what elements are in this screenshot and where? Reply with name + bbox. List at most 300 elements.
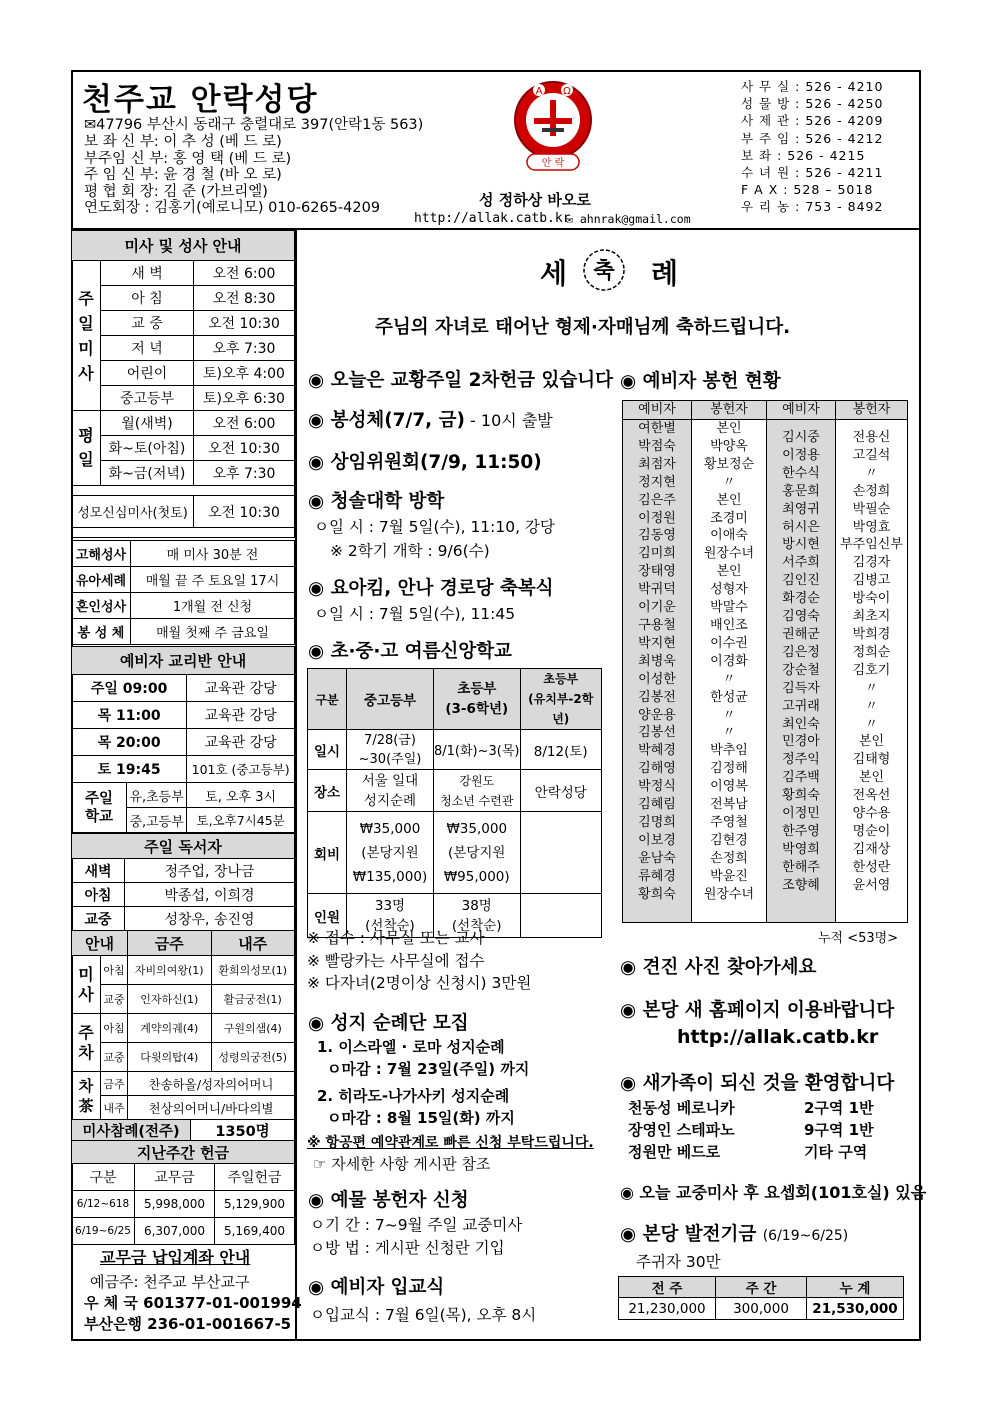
pilgrimage-deadline: ㅇ마감 : 7월 23일(주일) 까지: [327, 1060, 530, 1078]
sponsor-name: 박윤진: [710, 868, 748, 884]
summer-cell: [520, 894, 602, 938]
catechumen-heading: 예비자 교리반 안내: [72, 647, 295, 675]
catechumen-offering-title: ◉ 예비자 봉헌 현황: [620, 371, 781, 392]
homepage-link[interactable]: http://allak.catb.kr: [414, 211, 571, 226]
notice-detail: ※ 2학기 개학 : 9/6(수): [330, 542, 490, 560]
staff-line: 보 좌 신 부: 이 추 성 (베 드 로): [84, 134, 282, 150]
catechumen-name: 박정식: [638, 779, 676, 795]
offering-table: [71, 1140, 295, 1245]
spacer: [72, 528, 295, 538]
catechumen-name: 윤남숙: [638, 850, 676, 866]
mass-name: 화~토(아침): [101, 436, 194, 461]
mass-time: 오전 8:30: [194, 286, 295, 311]
welcome-row: 장영인 스테파노 9구역 1반: [628, 1121, 874, 1139]
sponsor-name: 고길석: [852, 447, 891, 463]
catechumen-offering-table: [622, 400, 908, 923]
music-this-week: 인자하신(1): [128, 985, 212, 1014]
class-time: 목 11:00: [72, 702, 187, 729]
sponsor-name: 최초지: [852, 609, 891, 625]
baptism-message: 주님의 자녀로 태어난 형제·자매님께 축하드립니다.: [375, 317, 791, 338]
summer-cell: 8/12(토): [520, 730, 602, 770]
sacrament-value: 매월 첫째 주 금요일: [131, 619, 295, 645]
sponsor-name: 성형자: [710, 582, 748, 598]
sponsor-name: 박양옥: [710, 438, 748, 454]
baptism-title-right: 례: [651, 257, 679, 290]
catechumen-name: 김미희: [638, 546, 676, 562]
spacer: [72, 486, 295, 496]
offering-period: 6/19~6/25: [72, 1218, 135, 1245]
catechumen-names-col: [623, 420, 692, 923]
offering-heading: 지난주간 헌금: [72, 1141, 295, 1164]
catechumen-name: 최병욱: [638, 653, 676, 669]
staff-line: 부주임 신 부: 홍 영 택 (베 드 로): [84, 150, 292, 167]
summer-cell: 8/1(화)~3(목): [434, 730, 521, 770]
admission-line: ㅇ입교식 : 7월 6일(목), 오후 8시: [310, 1306, 537, 1324]
catechumen-name: 김영숙: [782, 609, 820, 625]
catechumen-name: 강순철: [782, 662, 820, 678]
sponsor-name: 이수권: [710, 635, 748, 651]
catechumen-name: 이정원: [638, 510, 676, 526]
sacrament-name: 고해성사: [72, 541, 131, 567]
gift-line: ㅇ기 간 : 7~9월 주일 교중미사: [310, 1216, 523, 1234]
fund-donor: 주귀자 30만: [636, 1253, 721, 1271]
contact-line: 부 주 임 : 526 - 4212: [741, 130, 884, 146]
mass-time: 오전 6:00: [194, 411, 295, 436]
mass-name: 화~금(저녁): [101, 461, 194, 486]
sponsor-name: 방숙이: [852, 591, 891, 607]
contact-line: 수 녀 원 : 526 - 4211: [741, 165, 884, 181]
sponsor-name: 황보정순: [703, 456, 755, 472]
fund-title: ◉ 본당 발전기금 (6/19~6/25): [620, 1224, 849, 1245]
catechumen-name: 구용철: [638, 617, 676, 633]
school-group: 중,고등부: [127, 808, 187, 833]
sponsor-name: 박말수: [710, 600, 748, 616]
catechumen-name: 황희숙: [782, 788, 820, 804]
catechumen-name: 김봉선: [638, 725, 676, 741]
catechumen-name: 김시중: [782, 430, 820, 445]
mass-time: 오전 10:30: [194, 496, 295, 528]
offering-dues: 6,307,000: [135, 1218, 215, 1245]
summer-cell: ₩35,000 (본당지원 ₩95,000): [434, 812, 521, 894]
tea-week: 내주: [101, 1096, 128, 1120]
reader-names: 박종섭, 이희경: [125, 883, 295, 907]
offering-col-header: 예비자: [767, 401, 836, 420]
offering-sunday: 5,129,900: [215, 1191, 295, 1218]
summer-cell: 안락성당: [520, 770, 602, 812]
sponsor-name: 한성균: [710, 689, 748, 705]
sponsor-name: 한성란: [852, 859, 891, 875]
pilgrimage-list: [317, 1036, 529, 1129]
fund-header: 전 주: [619, 1277, 716, 1298]
catechumen-name: 한수식: [782, 465, 820, 481]
sponsor-name: 전복남: [710, 797, 748, 813]
summer-cell: ₩35,000 (본당지원 ₩135,000): [347, 812, 434, 894]
catechumen-name: 박영희: [782, 841, 820, 857]
mass-time: 토)오후 4:00: [194, 361, 295, 386]
catechumen-name: 여한별: [638, 421, 676, 436]
summer-cell: 7/28(금) ~30(주일): [347, 730, 434, 770]
music-mass: 교중: [101, 985, 128, 1014]
catechumen-class-table: [71, 646, 295, 833]
contact-line: F A X : 528 – 5018: [741, 182, 874, 198]
catechumen-name: 양운용: [638, 707, 676, 723]
sponsor-names-col: [836, 420, 908, 923]
notice-item: ◉ 초·중·고 여름신앙학교: [308, 641, 512, 662]
celebration-wreath-icon: [581, 247, 627, 293]
staff-list: [84, 134, 380, 217]
pilgrimage-deadline: ㅇ마감 : 8월 15일(화) 까지: [327, 1109, 515, 1127]
catechumen-name: 방시현: [782, 537, 820, 553]
sponsor-name: 전옥선: [852, 788, 891, 804]
tea-week: 금주: [101, 1072, 128, 1096]
sponsor-name: 정희순: [852, 644, 891, 660]
catechumen-name: 김동영: [638, 528, 676, 544]
sponsor-name: 김현경: [710, 832, 748, 848]
svg-text:Ω: Ω: [563, 86, 571, 97]
mass-name: 어린이: [101, 361, 194, 386]
sponsor-name: 〃: [722, 707, 736, 723]
offering-sunday: 5,169,400: [215, 1218, 295, 1245]
mass-heading: 미사 및 성사 안내: [72, 231, 295, 261]
music-group-label: 주 차: [72, 1014, 101, 1072]
offering-col-header: 봉헌자: [692, 401, 767, 420]
catechumen-name: 권해군: [782, 626, 820, 642]
fund-table: [618, 1276, 904, 1320]
reader-names: 정주업, 장나금: [125, 859, 295, 883]
catechumen-name: 화경순: [782, 591, 820, 607]
gift-line: ㅇ방 법 : 게시판 신청란 기입: [310, 1239, 505, 1257]
class-place: 교육관 강당: [187, 702, 295, 729]
sponsor-name: 주영철: [710, 814, 748, 830]
readers-table: [71, 833, 295, 931]
catechumen-name: 조향혜: [782, 877, 820, 893]
mass-time: 오후 7:30: [194, 336, 295, 361]
class-place: 교육관 강당: [187, 675, 295, 702]
staff-line: 연도회장 : 김홍기(예로니모) 010-6265-4209: [84, 200, 381, 216]
contact-line: 사 제 관 : 526 - 4209: [741, 113, 884, 129]
catechumen-name: 김은정: [782, 644, 820, 660]
fund-value: 21,530,000: [807, 1298, 904, 1320]
staff-line: 주 임 신 부: 윤 경 철 (바 오 로): [84, 167, 282, 183]
sponsor-name: 전용신: [852, 430, 891, 445]
catechumen-name: 고귀래: [782, 698, 820, 714]
class-time: 주일 09:00: [72, 675, 187, 702]
weekday-mass-label: 평 일: [72, 411, 101, 486]
mass-time: 오후 7:30: [194, 461, 295, 486]
sponsor-names-col: [692, 420, 767, 923]
sponsor-name: 본인: [716, 492, 742, 508]
mass-name: 새 벽: [101, 261, 194, 286]
sponsor-name: 김재상: [852, 841, 891, 857]
catechumen-name: 홍문희: [782, 483, 820, 499]
gift-lines: [310, 1214, 522, 1260]
class-place: 101호 (중고등부): [187, 756, 295, 783]
sponsor-name: 〃: [864, 698, 878, 714]
music-this-week: 계약의궤(4): [128, 1014, 212, 1043]
music-mass: 교중: [101, 1043, 128, 1072]
catechumen-name: 김주백: [782, 770, 820, 786]
catechumen-name: 최영귀: [782, 501, 820, 517]
account-number: 부산은행 236-01-001667-5: [84, 1315, 292, 1333]
attendance-value: 1350명: [191, 1120, 295, 1142]
reader-mass: 아침: [72, 883, 125, 907]
sacrament-value: 매 미사 30분 전: [131, 541, 295, 567]
summer-header: 구분: [308, 669, 347, 730]
catechumen-name: 정주익: [782, 752, 820, 768]
offering-dues: 5,998,000: [135, 1191, 215, 1218]
gift-title: ◉ 예물 봉헌자 신청: [308, 1190, 469, 1211]
sponsor-name: 본인: [716, 421, 742, 436]
sponsor-name: 이경화: [710, 653, 748, 669]
sunday-school-label: 주일 학교: [72, 783, 127, 833]
sponsor-name: 〃: [722, 725, 736, 741]
catechumen-name: 서주희: [782, 555, 820, 571]
sponsor-name: 윤서영: [852, 877, 891, 893]
sponsor-name: 박추임: [710, 743, 748, 759]
catechumen-names-col: [767, 420, 836, 923]
sponsor-name: 손정희: [710, 850, 748, 866]
sponsor-name: 본인: [858, 770, 885, 786]
music-header: 내주: [211, 931, 295, 956]
catechumen-name: 김인진: [782, 573, 820, 589]
logo-text: 안 락: [541, 158, 565, 169]
sponsor-name: 본인: [716, 564, 742, 580]
account-number: 우 체 국 601377-01-001994: [84, 1294, 302, 1312]
catechumen-name: 이정민: [782, 806, 820, 822]
mass-time: 오전 6:00: [194, 261, 295, 286]
reader-mass: 교중: [72, 907, 125, 931]
joseph-notice: ◉ 오늘 교중미사 후 요셉회(101호실) 있음: [620, 1183, 927, 1202]
sacrament-value: 매월 끝 주 토요일 17시: [131, 567, 295, 593]
mass-name: 저 녁: [101, 336, 194, 361]
pilgrimage-note: ※ 항공편 예약관계로 빠른 신청 부탁드립니다.: [307, 1135, 594, 1151]
fund-header: 주 간: [716, 1277, 807, 1298]
catechumen-name: 김명희: [638, 814, 676, 830]
sponsor-name: 명순이: [852, 823, 891, 839]
pilgrimage-note: ☞ 자세한 사항 게시판 참조: [313, 1155, 491, 1173]
admission-title: ◉ 예비자 입교식: [308, 1277, 445, 1298]
catechumen-name: 박지현: [638, 635, 676, 651]
readers-heading: 주일 독서자: [72, 834, 295, 859]
catechumen-name: 김봉전: [638, 689, 676, 705]
sponsor-name: 원장수녀: [703, 886, 755, 902]
sponsor-name: 박영효: [852, 519, 891, 535]
catechumen-name: 최인숙: [782, 716, 820, 732]
music-group-label: 미 사: [72, 956, 101, 1014]
music-this-week: 자비의여왕(1): [128, 956, 212, 985]
account-holder: 예금주: 천주교 부산교구: [90, 1273, 250, 1291]
summer-row-label: 장소: [308, 770, 347, 812]
welcome-row: 천동성 베로니카 2구역 1반: [628, 1099, 874, 1117]
school-time: 토, 오후 3시: [187, 783, 295, 808]
offering-header: 구분: [72, 1164, 135, 1191]
pilgrimage-name: 1. 이스라엘 · 로마 성지순례: [317, 1038, 505, 1056]
catechumen-name: 한주영: [782, 823, 820, 839]
music-table: [71, 930, 295, 1120]
catechumen-name: 김혜림: [638, 797, 676, 813]
catechumen-name: 허시은: [782, 519, 820, 535]
offering-period: 6/12~618: [72, 1191, 135, 1218]
summer-cell: 33명 (선착순): [347, 894, 434, 938]
catechumen-name: 이정용: [782, 447, 820, 463]
sponsor-name: 배인조: [710, 617, 748, 633]
catechumen-name: 한해주: [782, 859, 820, 875]
sponsor-name: 박필순: [852, 501, 891, 517]
sponsor-name: 부주임신부: [840, 537, 903, 553]
sponsor-name: 〃: [864, 716, 878, 732]
catechumen-name: 김해영: [638, 761, 676, 777]
school-time: 토,오후7시45분: [187, 808, 295, 833]
summer-row-label: 회비: [308, 812, 347, 894]
church-title: 천주교 안락성당: [82, 82, 319, 118]
sponsor-name: 원장수녀: [703, 546, 755, 562]
summer-cell: 38명 (선착순): [434, 894, 521, 938]
reader-mass: 새벽: [72, 859, 125, 883]
pilgrimage-name: 2. 히라도-나가사키 성지순례: [317, 1087, 510, 1105]
sacrament-name: 봉 성 체: [72, 619, 131, 645]
sponsor-name: 양수용: [852, 806, 891, 822]
account-heading: 교무금 납입계좌 안내: [100, 1248, 251, 1267]
catechumen-name: 민경아: [782, 734, 820, 750]
summer-row-label: 일시: [308, 730, 347, 770]
mass-name: 교 중: [101, 311, 194, 336]
contact-line: 성 물 방 : 526 - 4250: [741, 96, 884, 112]
pilgrimage-title: ◉ 성지 순례단 모집: [308, 1013, 469, 1034]
summer-header: 초등부 (유치부-2학년): [520, 669, 602, 730]
catechumen-name: 박점숙: [638, 438, 676, 454]
music-next-week: 구원의샘(4): [211, 1014, 295, 1043]
sponsor-name: 김경자: [852, 555, 891, 571]
notice-item: ◉ 청솔대학 방학: [308, 491, 445, 512]
sponsor-name: 손정희: [852, 483, 891, 499]
catechumen-name: 류혜경: [638, 868, 676, 884]
sponsor-name: 박희경: [852, 626, 891, 642]
music-header: 금주: [128, 931, 212, 956]
sponsor-name: 본인: [858, 734, 885, 750]
catechumen-name: 김은주: [638, 492, 676, 508]
tea-text: 찬송하올/성자의어머니: [128, 1072, 295, 1096]
notice-item: ◉ 오늘은 교황주일 2차헌금 있습니다: [308, 370, 613, 391]
sponsor-name: 김호기: [852, 662, 891, 678]
church-logo: [509, 72, 597, 180]
catechumen-name: 최점자: [638, 456, 676, 472]
notice-item: ◉ 상임위원회(7/9, 11:50): [308, 452, 542, 473]
catechumen-name: 장태영: [638, 564, 676, 580]
reader-names: 성창우, 송진영: [125, 907, 295, 931]
school-group: 유,초등부: [127, 783, 187, 808]
sponsor-name: 김태형: [852, 752, 891, 768]
music-mass: 아침: [101, 956, 128, 985]
column-divider: [295, 230, 297, 1341]
mass-name: 중고등부: [101, 386, 194, 411]
summer-header: 초등부 (3-6학년): [434, 669, 521, 730]
catechumen-name: 이기운: [638, 600, 676, 616]
offering-col-header: 예비자: [623, 401, 692, 420]
catechumen-name: 박귀덕: [638, 582, 676, 598]
sponsor-name: 〃: [722, 474, 736, 490]
svg-text:A: A: [535, 86, 543, 97]
sacrament-value: 1개월 전 신청: [131, 593, 295, 619]
sacrament-name: 유아세례: [72, 567, 131, 593]
summer-note: ※ 다자녀(2명이상 신청시) 3만원: [307, 974, 532, 992]
music-next-week: 활금궁전(1): [211, 985, 295, 1014]
music-this-week: 다윗의탑(4): [128, 1043, 212, 1072]
sponsor-name: 김정해: [710, 761, 748, 777]
email-link[interactable]: ✉ ahnrak@gmail.com: [566, 212, 691, 226]
sponsor-name: 〃: [864, 680, 878, 696]
sacraments-table: [71, 540, 295, 645]
tea-group-label: 차 茶: [72, 1072, 101, 1120]
music-mass: 아침: [101, 1014, 128, 1043]
attendance-label: 미사참례(전주): [72, 1120, 191, 1142]
baptism-title-left: 세: [540, 257, 568, 290]
patron-name: 성 정하상 바오로: [479, 191, 591, 209]
contact-line: 우 리 농 : 753 - 8492: [741, 199, 884, 215]
sponsor-name: 조경미: [710, 510, 748, 526]
contact-line: 보 좌 : 526 - 4215: [741, 147, 866, 163]
notice-item: ◉ 봉성체(7/7, 금) - 10시 출발: [308, 410, 553, 431]
sponsor-name: 〃: [864, 465, 878, 481]
contact-line: 사 무 실 : 526 - 4210: [741, 79, 884, 94]
mass-time: 오전 10:30: [194, 436, 295, 461]
mass-name: 월(새벽): [101, 411, 194, 436]
catechumen-name: 이성한: [638, 671, 676, 687]
staff-line: 평 협 회 장: 김 준 (가브리엘): [84, 183, 268, 200]
summer-note: ※ 접수 : 사무실 또는 교사: [307, 929, 485, 947]
summer-cell: [520, 812, 602, 894]
class-place: 교육관 강당: [187, 729, 295, 756]
sunday-mass-label: 주 일 미 사: [72, 261, 101, 411]
summer-cell: 강원도 청소년 수련관: [434, 770, 521, 812]
notice-detail: ㅇ일 시 : 7월 5일(수), 11:45: [314, 605, 516, 623]
summer-note: ※ 빨랑카는 사무실에 접수: [307, 951, 485, 970]
summer-school-table: [307, 668, 602, 938]
class-time: 토 19:45: [72, 756, 187, 783]
summer-cell: 서울 일대 성지순례: [347, 770, 434, 812]
mass-name: 아 침: [101, 286, 194, 311]
catechumen-name: 김득자: [782, 680, 820, 696]
music-next-week: 성령의궁전(5): [211, 1043, 295, 1072]
notice-item: ◉ 요아킴, 안나 경로당 축복식: [308, 578, 554, 599]
fund-value: 21,230,000: [619, 1298, 716, 1320]
fund-value: 300,000: [716, 1298, 807, 1320]
homepage-url[interactable]: http://allak.catb.kr: [677, 1026, 879, 1048]
fund-header: 누 계: [807, 1277, 904, 1298]
contact-list: [741, 78, 883, 216]
sponsor-name: 이영복: [710, 779, 748, 795]
welcome-list: [628, 1097, 874, 1163]
tea-text: 천상의어머니/바다의별: [128, 1096, 295, 1120]
mass-time: 오전 10:30: [194, 311, 295, 336]
offering-col-header: 봉헌자: [836, 401, 908, 420]
welcome-title: ◉ 새가족이 되신 것을 환영합니다: [620, 1073, 895, 1094]
offering-header: 주일헌금: [215, 1164, 295, 1191]
catechumen-name: 정지현: [638, 474, 676, 490]
notice-item: ◉ 견진 사진 찾아가세요: [620, 957, 817, 978]
attendance-table: [71, 1119, 295, 1142]
mass-time: 토)오후 6:30: [194, 386, 295, 411]
music-next-week: 환희의성모(1): [211, 956, 295, 985]
music-header: 안내: [72, 931, 128, 956]
mass-name: 성모신심미사(첫토): [72, 496, 194, 528]
summer-header: 중고등부: [347, 669, 434, 730]
class-time: 목 20:00: [72, 729, 187, 756]
summer-row-label: 인원: [308, 894, 347, 938]
address: ✉47796 부산시 동래구 충렬대로 397(안락1동 563): [84, 117, 424, 133]
mass-schedule-table: [71, 230, 295, 538]
notice-detail: ㅇ일 시 : 7월 5일(수), 11:10, 강당: [314, 518, 555, 536]
summer-notes: [307, 927, 531, 995]
